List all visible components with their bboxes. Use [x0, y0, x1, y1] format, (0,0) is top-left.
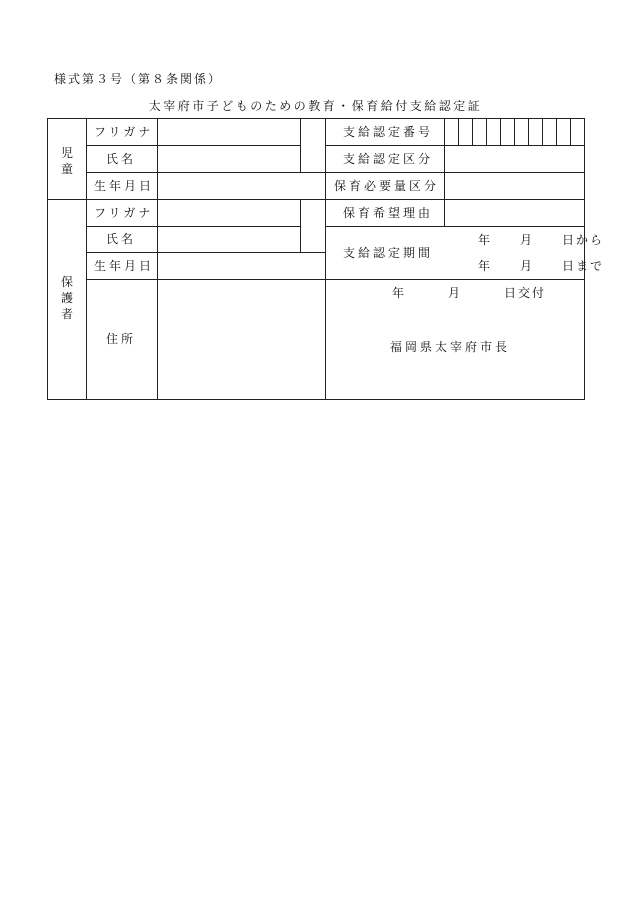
cert-number-box-5[interactable] — [501, 119, 514, 145]
child-birthdate-label: 生年月日 — [94, 179, 155, 193]
guardian-section-label: 保護者 — [60, 275, 73, 321]
child-furigana-field[interactable] — [160, 121, 298, 143]
care-need-field[interactable] — [447, 175, 582, 197]
cert-number-box-1[interactable] — [445, 119, 458, 145]
care-reason-field[interactable] — [447, 202, 582, 224]
cert-number-box-6[interactable] — [515, 119, 528, 145]
cert-number-box-3[interactable] — [473, 119, 486, 145]
child-birthdate-field[interactable] — [160, 175, 323, 197]
cert-number-box-8[interactable] — [543, 119, 556, 145]
form-number: 様式第３号（第８条関係） — [54, 72, 223, 86]
guardian-birthdate-label: 生年月日 — [94, 259, 155, 273]
cert-number-box-4[interactable] — [487, 119, 500, 145]
care-need-label: 保育必要量区分 — [334, 179, 440, 193]
care-reason-label: 保育希望理由 — [343, 206, 434, 220]
cert-number-box-10[interactable] — [571, 119, 583, 145]
guardian-furigana-field[interactable] — [160, 202, 298, 224]
issue-date: 年 月 日交付 — [392, 286, 547, 300]
child-section-label: 児童 — [60, 146, 73, 176]
cert-category-field[interactable] — [447, 148, 582, 170]
period-to-text: 年 月 日まで — [478, 259, 605, 273]
cert-number-label: 支給認定番号 — [343, 125, 434, 139]
cert-number-box-7[interactable] — [529, 119, 542, 145]
child-name-label: 氏名 — [106, 152, 137, 166]
guardian-name-label: 氏名 — [106, 232, 137, 246]
child-name-field[interactable] — [160, 148, 298, 170]
guardian-birthdate-field[interactable] — [160, 255, 323, 277]
cert-period-label: 支給認定期間 — [343, 246, 434, 260]
child-furigana-label: フリガナ — [94, 125, 154, 139]
form-title: 太宰府市子どものための教育・保育給付支給認定証 — [148, 99, 483, 113]
issuer: 福岡県太宰府市長 — [390, 340, 511, 354]
guardian-name-field[interactable] — [160, 229, 298, 251]
guardian-address-label: 住所 — [106, 332, 137, 346]
cert-number-box-9[interactable] — [557, 119, 570, 145]
period-from-text: 年 月 日から — [478, 233, 605, 247]
guardian-furigana-label: フリガナ — [94, 206, 154, 220]
cert-category-label: 支給認定区分 — [343, 152, 434, 166]
cert-number-box-2[interactable] — [459, 119, 472, 145]
guardian-address-field[interactable] — [160, 282, 323, 397]
